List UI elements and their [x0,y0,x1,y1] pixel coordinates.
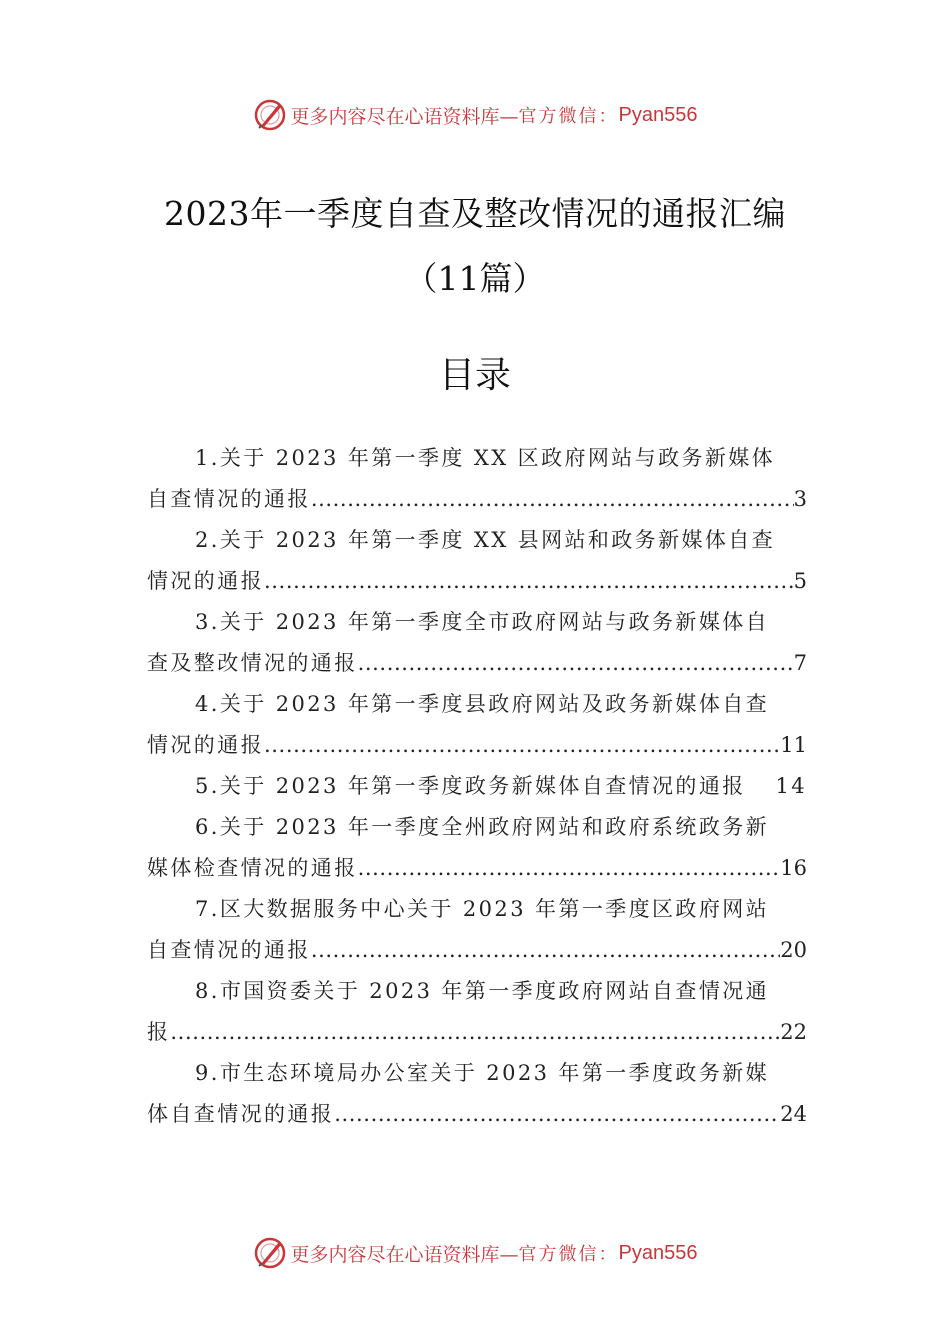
toc-page-number: 22 [780,1020,807,1044]
document-title: 2023年一季度自查及整改情况的通报汇编 [164,194,786,233]
banner-wechat-id: Pyan556 [618,1241,698,1264]
header-banner [0,95,950,135]
toc-page-number: 7 [793,651,807,675]
dot-leader [264,561,794,602]
toc-entry-title: 5.关于 2023 年第一季度政务新媒体自查情况的通报 [195,774,746,798]
toc-entry[interactable] [147,807,807,889]
toc-entry-title: 6.关于 2023 年一季度全州政府网站和政府系统政务新 [195,815,770,839]
toc-entry-title-cont: 查及整改情况的通报 [147,651,358,675]
toc-entry[interactable] [147,520,807,602]
toc-heading: 目录 [438,355,511,396]
toc-entry-title-cont: 媒体检查情况的通报 [147,856,358,880]
toc-entry-title: 8.市国资委关于 2023 年第一季度政府网站自查情况通 [195,979,770,1003]
document-subtitle: （11篇） [404,259,546,298]
toc-page-number: 11 [780,733,807,757]
toc-page-number: 16 [780,856,807,880]
toc-entry[interactable] [147,438,807,520]
toc-page-number: 20 [780,938,807,962]
banner-ad-text: 更多内容尽在心语资料库— [290,105,519,128]
dot-leader [334,1094,780,1135]
toc-entry-title: 4.关于 2023 年第一季度县政府网站及政务新媒体自查 [195,692,770,716]
dot-leader [170,1012,780,1053]
toc-entry-title: 2.关于 2023 年第一季度 XX 县网站和政务新媒体自查 [195,528,776,552]
quill-logo-icon [253,1236,287,1270]
footer-banner [0,1233,950,1273]
toc-entry[interactable] [147,602,807,684]
toc-entry-title-cont: 情况的通报 [147,733,264,757]
dot-leader [264,725,780,766]
table-of-contents [147,438,807,1135]
dot-leader [311,479,794,520]
banner-wechat-label: 官方微信： [518,1244,619,1265]
toc-entry-title: 3.关于 2023 年第一季度全市政府网站与政务新媒体自 [195,610,770,634]
toc-entry-title: 9.市生态环境局办公室关于 2023 年第一季度政务新媒 [195,1061,770,1085]
toc-entry-title-cont: 自查情况的通报 [147,487,311,511]
banner-wechat-label: 官方微信： [518,106,619,127]
banner-ad-text: 更多内容尽在心语资料库— [290,1243,519,1266]
toc-page-number: 5 [793,569,807,593]
dot-leader [358,643,794,684]
toc-entry[interactable] [147,889,807,971]
toc-entry-title: 7.区大数据服务中心关于 2023 年第一季度区政府网站 [195,897,770,921]
toc-entry-title-cont: 情况的通报 [147,569,264,593]
toc-entry-title-cont: 报 [147,1020,171,1044]
toc-page-number: 14 [775,774,807,798]
quill-logo-icon [253,98,287,132]
toc-entry[interactable] [147,971,807,1053]
toc-page-number: 24 [780,1102,807,1126]
toc-entry-title-cont: 自查情况的通报 [147,938,311,962]
dot-leader [358,848,781,889]
toc-entry-title: 1.关于 2023 年第一季度 XX 区政府网站与政务新媒体 [195,446,776,470]
banner-wechat-id: Pyan556 [618,103,698,126]
toc-page-number: 3 [793,487,807,511]
toc-entry-title-cont: 体自查情况的通报 [147,1102,335,1126]
toc-entry[interactable] [147,684,807,766]
toc-entry[interactable] [147,766,807,807]
toc-entry[interactable] [147,1053,807,1135]
dot-leader [311,930,780,971]
